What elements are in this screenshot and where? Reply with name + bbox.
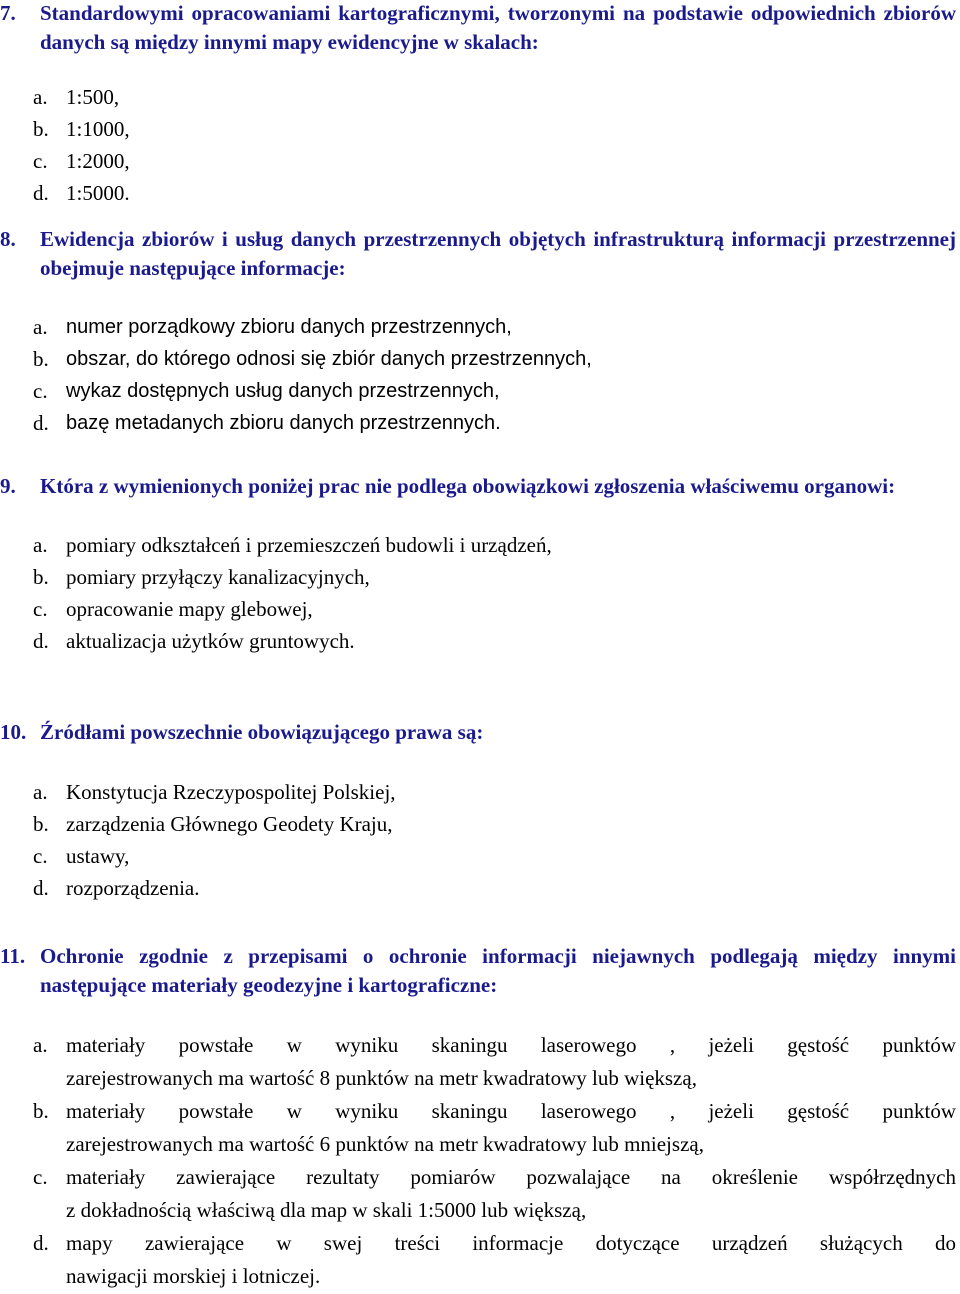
answer-text-line-2: zarejestrowanych ma wartość 6 punktów na metr kwadratowy lub mniejszą, [66, 1132, 704, 1156]
question-header [0, 472, 956, 501]
answer-text: 1:2000, [66, 149, 130, 173]
question-number: 8. [0, 227, 16, 251]
answer-b [0, 1095, 956, 1161]
question-text: Źródłami powszechnie obowiązującego prawa są: [40, 720, 484, 744]
answer-letter: a. [33, 85, 48, 109]
answer-text: obszar, do którego odnosi się zbiór danych przestrzennych, [66, 348, 592, 370]
answer-text-line-2: nawigacji morskiej i lotniczej. [66, 1264, 321, 1288]
answer-letter: a. [33, 315, 48, 339]
answer-letter: b. [33, 812, 49, 836]
answer-a [0, 1029, 956, 1095]
answer-letter: c. [33, 1165, 48, 1189]
question-text: Która z wymienionych poniżej prac nie podlega obowiązkowi zgłoszenia właściwemu organowi: [40, 474, 896, 498]
question-number: 11. [0, 944, 26, 968]
answer-text: rozporządzenia. [66, 876, 200, 900]
question-9 [0, 472, 956, 657]
question-header [0, 718, 956, 747]
answer-letter: a. [33, 780, 48, 804]
answer-text-line-1: materiały zawierające rezultaty pomiarów pozwalające na określenie współrzędnych [66, 1165, 956, 1189]
answer-letter: d. [33, 411, 49, 435]
answer-letter: a. [33, 533, 48, 557]
answer-letter: c. [33, 379, 48, 403]
answer-text: opracowanie mapy glebowej, [66, 597, 313, 621]
question-number: 7. [0, 1, 16, 25]
question-8 [0, 225, 956, 439]
answer-text: bazę metadanych zbioru danych przestrzennych. [66, 412, 501, 434]
answer-b [0, 343, 956, 375]
answer-letter: d. [33, 629, 49, 653]
answer-text-line-1: mapy zawierające w swej treści informacje dotyczące urządzeń służących do [66, 1231, 956, 1255]
answer-text-line-1: materiały powstałe w wyniku skaningu laserowego , jeżeli gęstość punktów [66, 1033, 956, 1057]
answer-d [0, 872, 956, 904]
question-header [0, 942, 956, 1000]
answer-text: ustawy, [66, 844, 130, 868]
answer-c [0, 593, 956, 625]
answer-text-line-1: materiały powstałe w wyniku skaningu laserowego , jeżeli gęstość punktów [66, 1099, 956, 1123]
question-number: 9. [0, 474, 16, 498]
answer-letter: b. [33, 347, 49, 371]
answer-letter: b. [33, 1099, 49, 1123]
question-11 [0, 942, 956, 1293]
answer-text: numer porządkowy zbioru danych przestrzennych, [66, 316, 512, 338]
answer-c [0, 840, 956, 872]
answer-text-line-2: z dokładnością właściwą dla map w skali 1:5000 lub większą, [66, 1198, 587, 1222]
answer-d [0, 177, 956, 209]
answer-list [0, 529, 956, 657]
question-header [0, 0, 956, 57]
answer-d [0, 625, 956, 657]
question-7 [0, 0, 956, 209]
answer-c [0, 1161, 956, 1227]
answer-text: aktualizacja użytków gruntowych. [66, 629, 355, 653]
answer-text-line-2: zarejestrowanych ma wartość 8 punktów na metr kwadratowy lub większą, [66, 1066, 697, 1090]
question-header [0, 225, 956, 283]
answer-b [0, 561, 956, 593]
answer-c [0, 145, 956, 177]
answer-letter: b. [33, 117, 49, 141]
answer-b [0, 808, 956, 840]
answer-letter: c. [33, 597, 48, 621]
answer-a [0, 529, 956, 561]
answer-a [0, 776, 956, 808]
answer-list [0, 776, 956, 904]
question-text: Ochronie zgodnie z przepisami o ochronie informacji niejawnych podlegają między innymi następujące materiały geodezyjne i kartograficzne: [40, 944, 956, 997]
answer-text: zarządzenia Głównego Geodety Kraju, [66, 812, 393, 836]
answer-text: pomiary przyłączy kanalizacyjnych, [66, 565, 370, 589]
answer-letter: a. [33, 1033, 48, 1057]
answer-d [0, 407, 956, 439]
answer-a [0, 81, 956, 113]
answer-b [0, 113, 956, 145]
answer-text: Konstytucja Rzeczypospolitej Polskiej, [66, 780, 396, 804]
answer-letter: d. [33, 181, 49, 205]
answer-c [0, 375, 956, 407]
answer-text: 1:500, [66, 85, 120, 109]
question-text: Standardowymi opracowaniami kartograficznymi, tworzonymi na podstawie odpowiednich zbiorów danych są między innymi mapy ewidencyjne w skalach: [40, 1, 956, 54]
answer-text: 1:5000. [66, 181, 130, 205]
answer-list [0, 311, 956, 439]
question-10 [0, 718, 956, 904]
answer-text: pomiary odkształceń i przemieszczeń budowli i urządzeń, [66, 533, 552, 557]
answer-text: wykaz dostępnych usług danych przestrzennych, [66, 380, 500, 402]
answer-letter: d. [33, 876, 49, 900]
answer-a [0, 311, 956, 343]
answer-letter: c. [33, 844, 48, 868]
question-number: 10. [0, 720, 27, 744]
answer-list [0, 81, 956, 209]
question-text: Ewidencja zbiorów i usług danych przestrzennych objętych infrastrukturą informacji przestrzennej obejmuje następujące informacje: [40, 227, 956, 280]
answer-text: 1:1000, [66, 117, 130, 141]
answer-d [0, 1227, 956, 1293]
answer-list [0, 1029, 956, 1293]
answer-letter: d. [33, 1231, 49, 1255]
answer-letter: b. [33, 565, 49, 589]
answer-letter: c. [33, 149, 48, 173]
